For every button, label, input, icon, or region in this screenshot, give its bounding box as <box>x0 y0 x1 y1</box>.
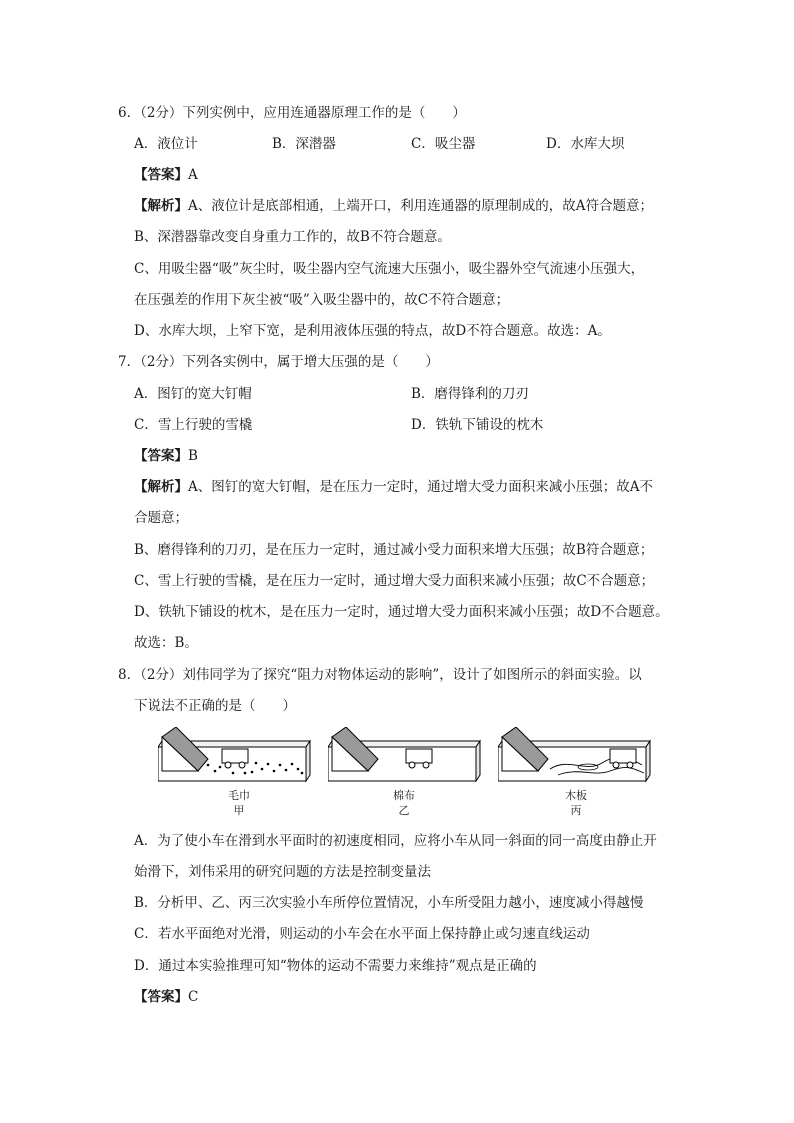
q6-answer <box>134 166 198 184</box>
figure-wood-incline <box>498 727 658 787</box>
q7-answer <box>134 447 198 465</box>
figure-towel-incline <box>158 727 318 787</box>
q8-option-a-1: A．为了使小车在滑到水平面时的初速度相同，应将小车从同一斜面的同一高度由静止开 <box>134 833 657 849</box>
q6-analysis-4: 在压强差的作用下灰尘被“吸”入吸尘器中的，故C不符合题意； <box>134 292 510 308</box>
q7-analysis-5: D、铁轨下铺设的枕木，是在压力一定时，通过增大受力面积来减小压强；故D不合题意。 <box>134 604 669 620</box>
q8-option-c: C．若水平面绝对光滑，则运动的小车会在水平面上保持静止或匀速直线运动 <box>134 926 590 942</box>
q7-option-d: D．铁轨下铺设的枕木 <box>411 417 544 433</box>
q6-stem: 6．（2分）下列实例中，应用连通器原理工作的是（ ） <box>118 105 466 121</box>
q7-option-b: B．磨得锋利的刀刃 <box>411 386 529 402</box>
analysis-text: A、液位计是底部相通，上端开口，利用连通器的原理制成的，故A符合题意； <box>188 198 653 214</box>
answer-label: 【答案】 <box>134 167 188 183</box>
analysis-label: 【解析】 <box>134 198 188 214</box>
q6-option-d: D．水库大坝 <box>546 136 625 152</box>
q6-option-a: A．液位计 <box>134 136 198 152</box>
figure-label-yi: 乙 <box>398 804 410 817</box>
q6-analysis-1 <box>134 197 653 215</box>
q7-analysis-2: 合题意； <box>134 510 188 526</box>
q8-option-b: B．分析甲、乙、丙三次实验小车所停位置情况，小车所受阻力越小，速度减小得越慢 <box>134 895 644 911</box>
q8-option-d: D．通过本实验推理可知“物体的运动不需要力来维持”观点是正确的 <box>134 958 537 974</box>
q6-analysis-5: D、水库大坝，上窄下宽，是利用液体压强的特点，故D不符合题意。故选：A。 <box>134 323 611 339</box>
q8-option-a-2: 始滑下，刘伟采用的研究问题的方法是控制变量法 <box>134 864 431 880</box>
q8-stem-2: 下说法不正确的是（ ） <box>134 698 296 714</box>
q8-answer <box>134 988 198 1006</box>
figure-material-towel: 毛巾 <box>228 789 250 802</box>
answer-value: A <box>188 167 198 183</box>
answer-label: 【答案】 <box>134 989 188 1005</box>
q7-stem: 7．（2分）下列各实例中，属于增大压强的是（ ） <box>118 354 439 370</box>
figure-material-wood: 木板 <box>565 789 587 802</box>
figure-cotton-incline <box>328 727 488 787</box>
answer-label: 【答案】 <box>134 448 188 464</box>
answer-value: C <box>188 989 199 1005</box>
figure-material-cotton: 棉布 <box>393 789 415 802</box>
q6-analysis-3: C、用吸尘器“吸”灰尘时，吸尘器内空气流速大压强小，吸尘器外空气流速小压强大， <box>134 261 645 277</box>
figure-label-jia: 甲 <box>233 804 245 817</box>
analysis-label: 【解析】 <box>134 479 188 495</box>
q7-analysis-1 <box>134 478 653 496</box>
answer-value: B <box>188 448 198 464</box>
q7-analysis-3: B、磨得锋利的刀刃，是在压力一定时，通过减小受力面积来增大压强；故B符合题意； <box>134 542 654 558</box>
q6-option-b: B．深潜器 <box>272 136 336 152</box>
analysis-text: A、图钉的宽大钉帽，是在压力一定时，通过增大受力面积来减小压强；故A不 <box>188 479 653 495</box>
q7-analysis-6: 故选：B。 <box>134 635 198 651</box>
q7-option-a: A．图钉的宽大钉帽 <box>134 386 252 402</box>
q7-analysis-4: C、雪上行驶的雪橇，是在压力一定时，通过增大受力面积来减小压强；故C不合题意； <box>134 573 655 589</box>
q6-analysis-2: B、深潜器靠改变自身重力工作的，故B不符合题意。 <box>134 229 451 245</box>
q7-option-c: C．雪上行驶的雪橇 <box>134 417 253 433</box>
q8-stem-1: 8．（2分）刘伟同学为了探究“阻力对物体运动的影响”，设计了如图所示的斜面实验。以 <box>118 667 642 683</box>
figure-label-bing: 丙 <box>570 804 582 817</box>
q6-option-c: C．吸尘器 <box>411 136 476 152</box>
